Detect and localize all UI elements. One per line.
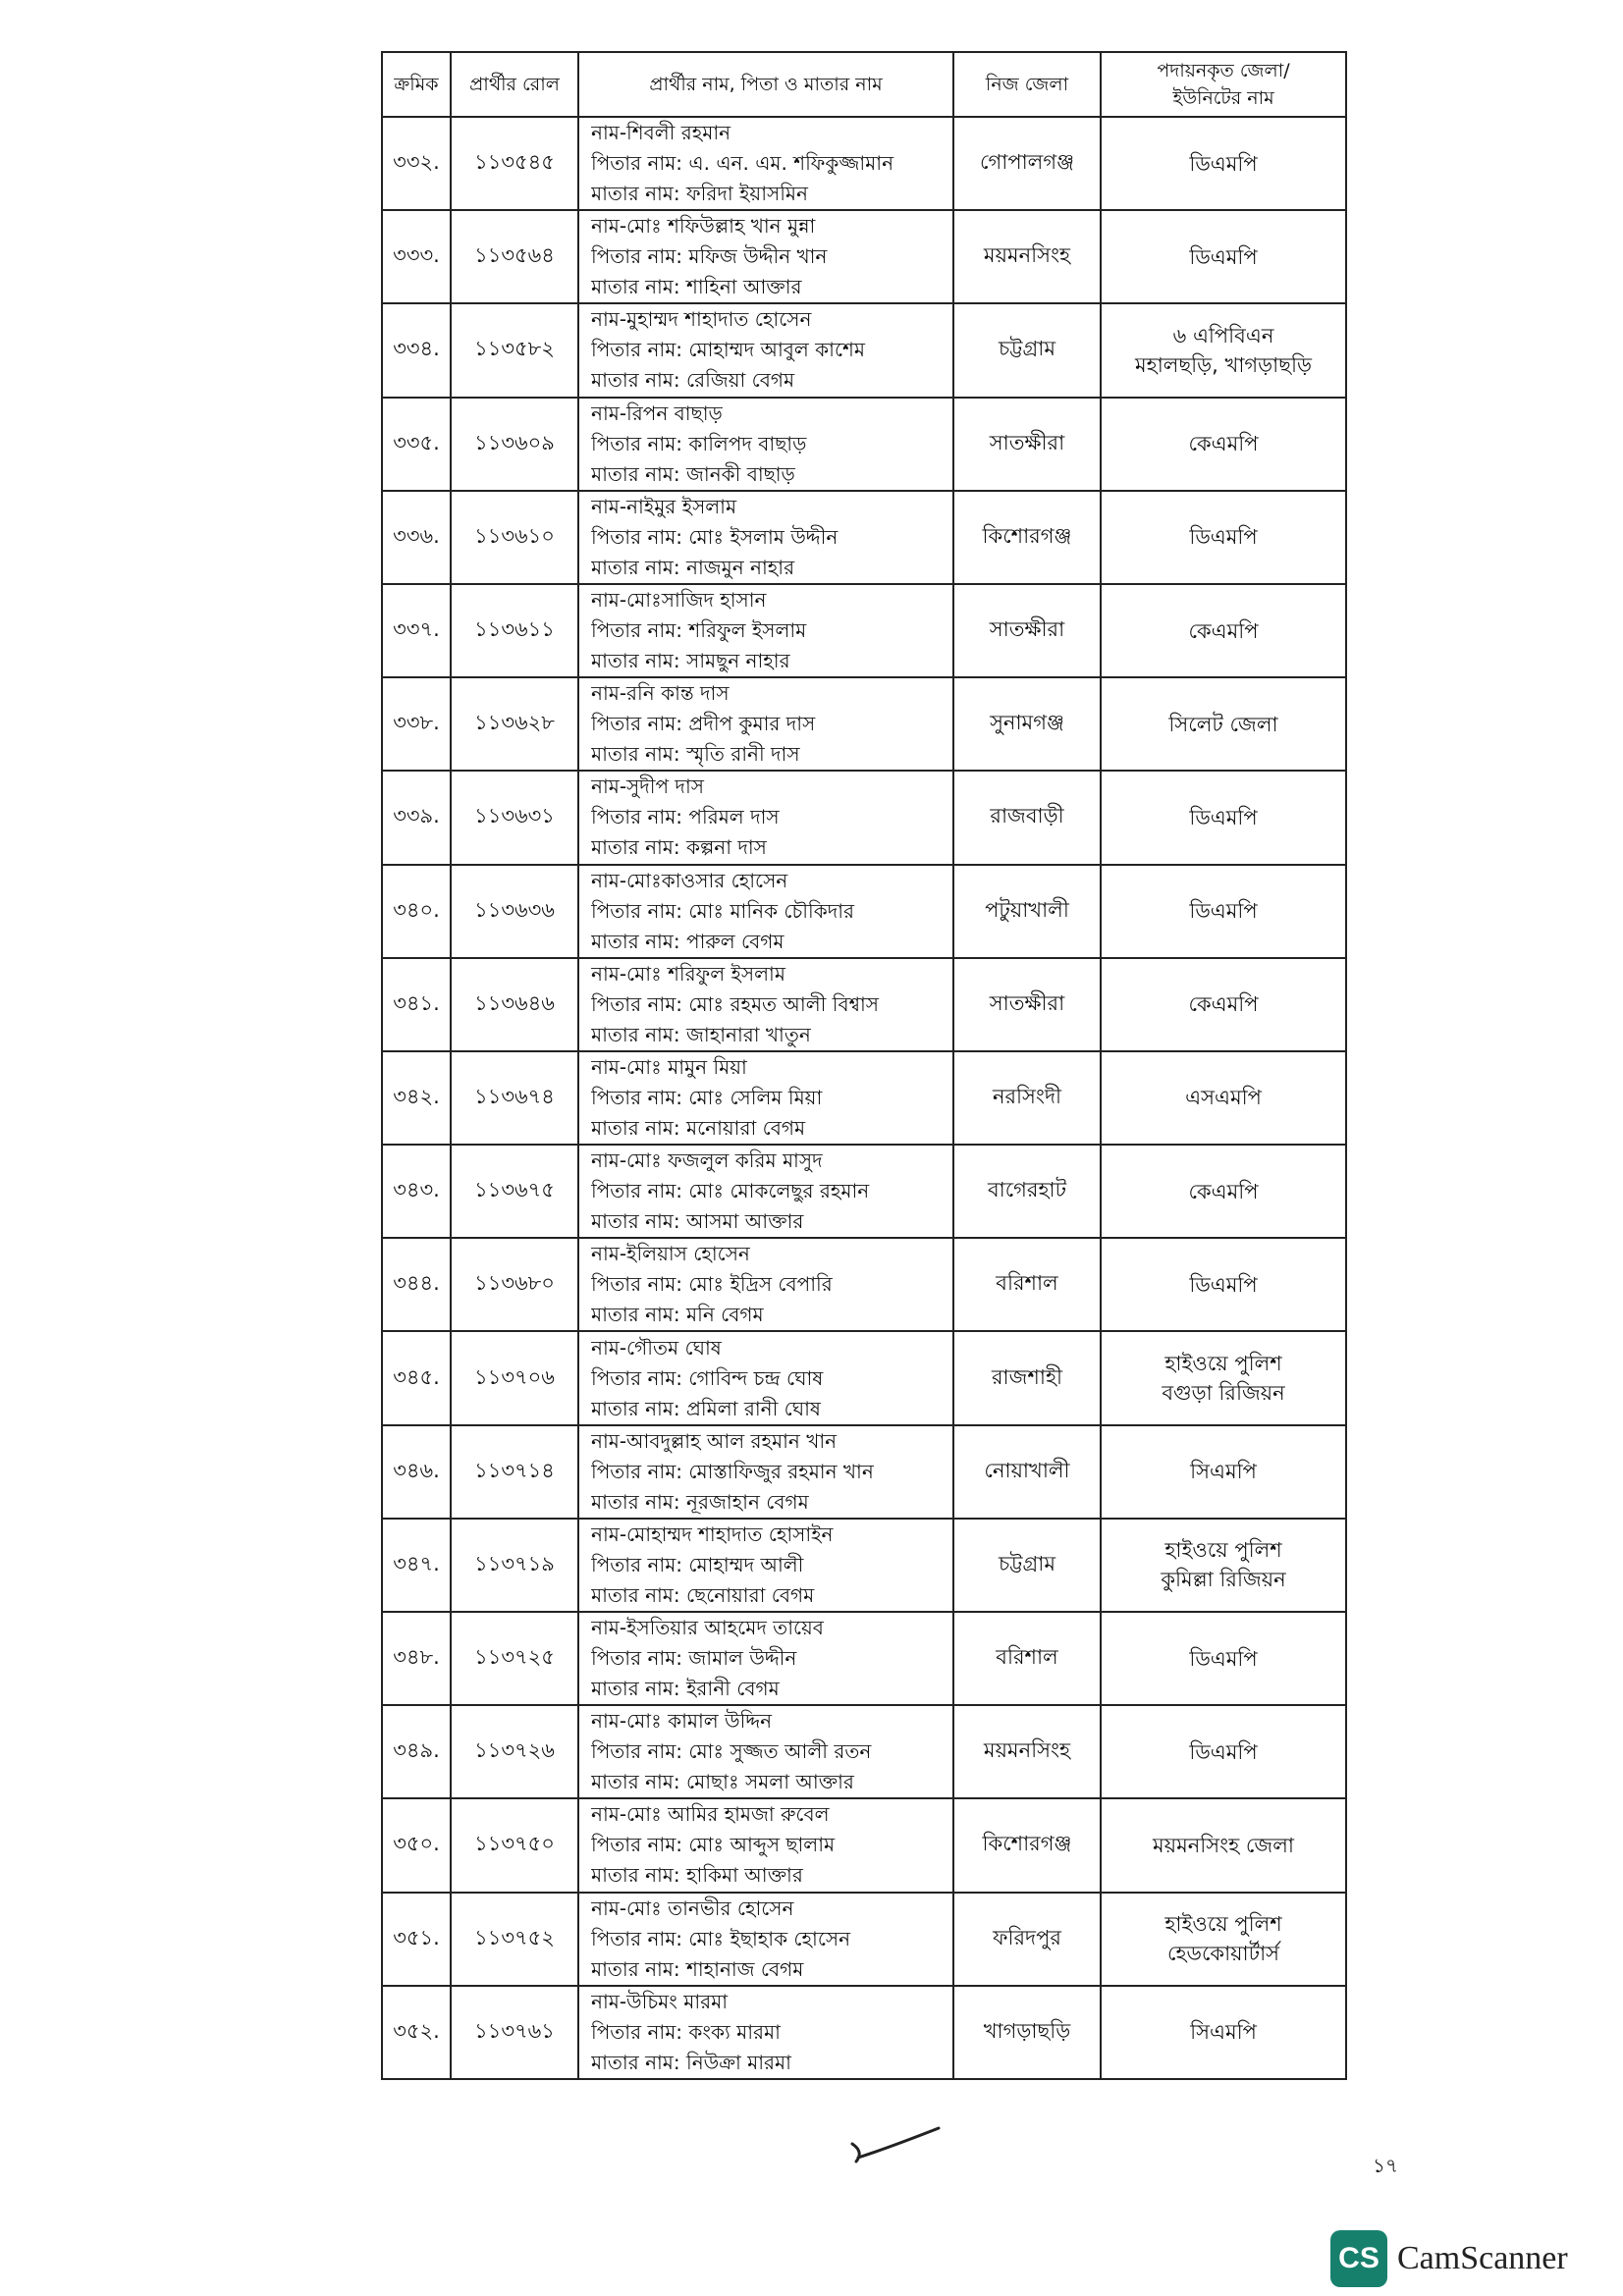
father-name: পিতার নাম: এ. এন. এম. শফিকুজ্জামান <box>591 151 894 176</box>
mother-name: মাতার নাম: জাহানারা খাতুন <box>591 1022 811 1046</box>
posting-line: ডিএমপি <box>1189 899 1258 924</box>
posting-line: কুমিল্লা রিজিয়ন <box>1161 1568 1286 1592</box>
mother-name: মাতার নাম: রেজিয়া বেগম <box>591 368 795 393</box>
posting-line: ডিএমপি <box>1189 1272 1258 1297</box>
posting-cell <box>1101 1145 1346 1238</box>
father-name: পিতার নাম: কালিপদ বাছাড় <box>591 431 807 455</box>
names-cell <box>578 1893 953 1986</box>
names-cell <box>578 1519 953 1612</box>
names-cell <box>578 491 953 584</box>
home-district-cell: ময়মনসিংহ <box>953 1705 1101 1798</box>
names-cell <box>578 117 953 210</box>
serial-cell: ৩৩৪. <box>382 303 451 397</box>
serial-cell: ৩৫২. <box>382 1986 451 2079</box>
candidate-table <box>381 51 1347 2080</box>
names-cell <box>578 1798 953 1892</box>
posting-cell <box>1101 1612 1346 1705</box>
posting-cell <box>1101 1519 1346 1612</box>
mother-name: মাতার নাম: আসমা আক্তার <box>591 1209 804 1234</box>
header-names: প্রার্থীর নাম, পিতা ও মাতার নাম <box>578 52 953 117</box>
posting-line: বগুড়া রিজিয়ন <box>1162 1381 1285 1406</box>
mother-name: মাতার নাম: ফরিদা ইয়াসমিন <box>591 182 808 206</box>
names-cell <box>578 210 953 303</box>
home-district-cell: সুনামগঞ্জ <box>953 677 1101 771</box>
mother-name: মাতার নাম: কল্পনা দাস <box>591 835 767 860</box>
posting-cell <box>1101 677 1346 771</box>
candidate-name: নাম-মোঃ ফজলুল করিম মাসুদ <box>591 1148 823 1173</box>
posting-line: মহালছড়ি, খাগড়াছড়ি <box>1135 352 1312 377</box>
table-row <box>382 1425 1346 1519</box>
posting-cell <box>1101 1986 1346 2079</box>
names-cell <box>578 1238 953 1331</box>
home-district-cell: চট্টগ্রাম <box>953 303 1101 397</box>
names-cell <box>578 865 953 958</box>
table-row <box>382 865 1346 958</box>
mother-name: মাতার নাম: ছেনোয়ারা বেগম <box>591 1582 815 1607</box>
roll-cell: ১১৩৬৩১ <box>451 771 578 864</box>
mother-name: মাতার নাম: শাহিনা আক্তার <box>591 275 802 299</box>
father-name: পিতার নাম: জামাল উদ্দীন <box>591 1646 797 1671</box>
serial-cell: ৩৩৫. <box>382 398 451 491</box>
candidate-name: নাম-সুদীপ দাস <box>591 774 704 799</box>
names-cell <box>578 1705 953 1798</box>
roll-cell: ১১৩৭৬১ <box>451 1986 578 2079</box>
mother-name: মাতার নাম: জানকী বাছাড় <box>591 461 795 486</box>
candidate-name: নাম-মোঃকাওসার হোসেন <box>591 868 788 892</box>
posting-line: কেএমপি <box>1188 1179 1259 1203</box>
father-name: পিতার নাম: মোঃ সেলিম মিয়া <box>591 1085 823 1109</box>
serial-cell: ৩৪৭. <box>382 1519 451 1612</box>
mother-name: মাতার নাম: সামছুন নাহার <box>591 649 790 673</box>
father-name: পিতার নাম: পরিমল দাস <box>591 805 780 829</box>
posting-line: হেডকোয়ার্টার্স <box>1166 1942 1280 1966</box>
candidate-name: নাম-মোঃ মামুন মিয়া <box>591 1054 747 1079</box>
posting-cell <box>1101 398 1346 491</box>
home-district-cell: রাজশাহী <box>953 1331 1101 1424</box>
names-cell <box>578 1145 953 1238</box>
serial-cell: ৩৩২. <box>382 117 451 210</box>
posting-line: হাইওয়ে পুলিশ <box>1164 1538 1282 1563</box>
home-district-cell: বাগেরহাট <box>953 1145 1101 1238</box>
roll-cell: ১১৩৫৪৫ <box>451 117 578 210</box>
home-district-cell: ফরিদপুর <box>953 1893 1101 1986</box>
roll-cell: ১১৩৬৭৪ <box>451 1051 578 1145</box>
serial-cell: ৩৪৪. <box>382 1238 451 1331</box>
roll-cell: ১১৩৬১০ <box>451 491 578 584</box>
roll-cell: ১১৩৭৫২ <box>451 1893 578 1986</box>
home-district-cell: ময়মনসিংহ <box>953 210 1101 303</box>
home-district-cell: বরিশাল <box>953 1238 1101 1331</box>
posting-line: ডিএমপি <box>1189 244 1258 269</box>
posting-line: কেএমপি <box>1188 618 1259 643</box>
serial-cell: ৩৫১. <box>382 1893 451 1986</box>
home-district-cell: রাজবাড়ী <box>953 771 1101 864</box>
candidate-name: নাম-মোহাম্মদ শাহাদাত হোসাইন <box>591 1522 834 1546</box>
mother-name: মাতার নাম: মোছাঃ সমলা আক্তার <box>591 1770 854 1794</box>
candidate-name: নাম-মোঃসাজিদ হাসান <box>591 588 767 613</box>
table-row <box>382 1051 1346 1145</box>
father-name: পিতার নাম: মোঃ রহমত আলী বিশ্বাস <box>591 991 880 1016</box>
serial-cell: ৩৪৩. <box>382 1145 451 1238</box>
mother-name: মাতার নাম: নিউক্রা মারমা <box>591 2050 791 2074</box>
names-cell <box>578 958 953 1051</box>
signature-mark <box>844 2122 943 2171</box>
father-name: পিতার নাম: মোঃ মোকলেছুর রহমান <box>591 1179 870 1203</box>
serial-cell: ৩৫০. <box>382 1798 451 1892</box>
mother-name: মাতার নাম: নাজমুন নাহার <box>591 555 795 579</box>
posting-cell <box>1101 584 1346 677</box>
posting-cell <box>1101 210 1346 303</box>
names-cell <box>578 1331 953 1424</box>
posting-line: ডিএমপি <box>1189 1646 1258 1671</box>
candidate-name: নাম-রনি কান্ত দাস <box>591 681 730 706</box>
posting-line: হাইওয়ে পুলিশ <box>1164 1912 1282 1937</box>
serial-cell: ৩৪৮. <box>382 1612 451 1705</box>
father-name: পিতার নাম: মোহাম্মদ আবুল কাশেম <box>591 338 865 362</box>
posting-line: ডিএমপি <box>1189 151 1258 176</box>
posting-cell <box>1101 1705 1346 1798</box>
posting-cell <box>1101 303 1346 397</box>
home-district-cell: সাতক্ষীরা <box>953 584 1101 677</box>
candidate-name: নাম-মোঃ কামাল উদ্দিন <box>591 1709 773 1734</box>
father-name: পিতার নাম: গোবিন্দ চন্দ্র ঘোষ <box>591 1365 824 1390</box>
names-cell <box>578 584 953 677</box>
table-row <box>382 958 1346 1051</box>
posting-cell <box>1101 1425 1346 1519</box>
home-district-cell: পটুয়াখালী <box>953 865 1101 958</box>
posting-line: ৬ এপিবিএন <box>1172 323 1274 347</box>
names-cell <box>578 677 953 771</box>
father-name: পিতার নাম: মোঃ আব্দুস ছালাম <box>591 1833 836 1857</box>
table-row <box>382 491 1346 584</box>
father-name: পিতার নাম: মোঃ সুজ্জত আলী রতন <box>591 1739 872 1764</box>
father-name: পিতার নাম: মোঃ ইদ্রিস বেপারি <box>591 1272 833 1297</box>
table-row <box>382 1893 1346 1986</box>
serial-cell: ৩৩৮. <box>382 677 451 771</box>
posting-cell <box>1101 1798 1346 1892</box>
serial-cell: ৩৩৯. <box>382 771 451 864</box>
table-row <box>382 771 1346 864</box>
posting-line: সিএমপি <box>1190 2020 1257 2045</box>
candidate-name: নাম-গৌতম ঘোষ <box>591 1335 722 1360</box>
posting-cell <box>1101 491 1346 584</box>
mother-name: মাতার নাম: ইরানী বেগম <box>591 1677 780 1701</box>
table-row <box>382 1238 1346 1331</box>
candidate-name: নাম-ইসতিয়ার আহমেদ তায়েব <box>591 1616 824 1640</box>
serial-cell: ৩৩৬. <box>382 491 451 584</box>
names-cell <box>578 398 953 491</box>
candidate-name: নাম-ইলিয়াস হোসেন <box>591 1242 750 1266</box>
posting-line: এসএমপি <box>1185 1086 1262 1110</box>
father-name: পিতার নাম: প্রদীপ কুমার দাস <box>591 712 816 736</box>
header-home-district: নিজ জেলা <box>953 52 1101 117</box>
table-row <box>382 677 1346 771</box>
roll-cell: ১১৩৭০৬ <box>451 1331 578 1424</box>
serial-cell: ৩৪২. <box>382 1051 451 1145</box>
camscanner-brand: CamScanner <box>1397 2240 1568 2276</box>
mother-name: মাতার নাম: শাহানাজ বেগম <box>591 1956 804 1981</box>
posting-line: সিলেট জেলা <box>1168 712 1278 736</box>
candidate-name: নাম-মোঃ আমির হামজা রুবেল <box>591 1802 830 1827</box>
posting-cell <box>1101 1331 1346 1424</box>
home-district-cell: গোপালগঞ্জ <box>953 117 1101 210</box>
header-posting-line1: পদায়নকৃত জেলা/ <box>1157 60 1290 81</box>
father-name: পিতার নাম: মোঃ ইছাহাক হোসেন <box>591 1926 851 1950</box>
mother-name: মাতার নাম: পারুল বেগম <box>591 929 784 953</box>
table-row <box>382 210 1346 303</box>
posting-cell <box>1101 117 1346 210</box>
serial-cell: ৩৪৫. <box>382 1331 451 1424</box>
posting-line: কেএমপি <box>1188 992 1259 1017</box>
table-row <box>382 1798 1346 1892</box>
posting-line: সিএমপি <box>1190 1460 1257 1484</box>
posting-cell <box>1101 1051 1346 1145</box>
serial-cell: ৩৪৯. <box>382 1705 451 1798</box>
roll-cell: ১১৩৭২৬ <box>451 1705 578 1798</box>
candidate-name: নাম-মোঃ তানভীর হোসেন <box>591 1896 794 1920</box>
roll-cell: ১১৩৭২৫ <box>451 1612 578 1705</box>
table-row <box>382 303 1346 397</box>
roll-cell: ১১৩৬৭৫ <box>451 1145 578 1238</box>
serial-cell: ৩৩৩. <box>382 210 451 303</box>
father-name: পিতার নাম: মোঃ মানিক চৌকিদার <box>591 898 855 923</box>
names-cell <box>578 1986 953 2079</box>
header-serial: ক্রমিক <box>382 52 451 117</box>
roll-cell: ১১৩৫৮২ <box>451 303 578 397</box>
names-cell <box>578 1425 953 1519</box>
header-roll: প্রার্থীর রোল <box>451 52 578 117</box>
mother-name: মাতার নাম: মনোয়ারা বেগম <box>591 1115 806 1140</box>
table-row <box>382 1612 1346 1705</box>
father-name: পিতার নাম: শরিফুল ইসলাম <box>591 618 807 643</box>
posting-cell <box>1101 1238 1346 1331</box>
serial-cell: ৩৪১. <box>382 958 451 1051</box>
roll-cell: ১১৩৫৬৪ <box>451 210 578 303</box>
father-name: পিতার নাম: মোঃ ইসলাম উদ্দীন <box>591 524 839 549</box>
posting-line: হাইওয়ে পুলিশ <box>1164 1352 1282 1376</box>
header-posting-line2: ইউনিটের নাম <box>1172 87 1274 109</box>
mother-name: মাতার নাম: প্রমিলা রানী ঘোষ <box>591 1396 821 1420</box>
table-row <box>382 1519 1346 1612</box>
father-name: পিতার নাম: কংক্য মারমা <box>591 2019 781 2044</box>
candidate-name: নাম-শিবলী রহমান <box>591 121 731 145</box>
home-district-cell: খাগড়াছড়ি <box>953 1986 1101 2079</box>
serial-cell: ৩৪০. <box>382 865 451 958</box>
page-number: ১৭ <box>1373 2154 1398 2177</box>
roll-cell: ১১৩৬৮০ <box>451 1238 578 1331</box>
candidate-name: নাম-মোঃ শফিউল্লাহ খান মুন্না <box>591 214 816 239</box>
home-district-cell: কিশোরগঞ্জ <box>953 1798 1101 1892</box>
header-row <box>382 52 1346 117</box>
roll-cell: ১১৩৭৫০ <box>451 1798 578 1892</box>
roll-cell: ১১৩৬৪৬ <box>451 958 578 1051</box>
posting-line: ময়মনসিংহ জেলা <box>1153 1833 1294 1857</box>
posting-cell <box>1101 865 1346 958</box>
home-district-cell: কিশোরগঞ্জ <box>953 491 1101 584</box>
table-row <box>382 117 1346 210</box>
candidate-name: নাম-আবদুল্লাহ আল রহমান খান <box>591 1428 838 1453</box>
names-cell <box>578 303 953 397</box>
header-posting <box>1101 52 1346 117</box>
mother-name: মাতার নাম: হাকিমা আক্তার <box>591 1863 803 1888</box>
mother-name: মাতার নাম: স্মৃতি রানী দাস <box>591 742 800 767</box>
serial-cell: ৩৩৭. <box>382 584 451 677</box>
roll-cell: ১১৩৭১৪ <box>451 1425 578 1519</box>
father-name: পিতার নাম: মফিজ উদ্দীন খান <box>591 244 828 269</box>
candidate-name: নাম-নাইমুর ইসলাম <box>591 494 737 518</box>
candidate-name: নাম-মোঃ শরিফুল ইসলাম <box>591 961 785 986</box>
table-row <box>382 1145 1346 1238</box>
posting-cell <box>1101 771 1346 864</box>
table-body <box>382 117 1346 2079</box>
posting-line: ডিএমপি <box>1189 805 1258 829</box>
table-row <box>382 584 1346 677</box>
posting-cell <box>1101 958 1346 1051</box>
home-district-cell: বরিশাল <box>953 1612 1101 1705</box>
home-district-cell: সাতক্ষীরা <box>953 958 1101 1051</box>
home-district-cell: নোয়াখালী <box>953 1425 1101 1519</box>
posting-cell <box>1101 1893 1346 1986</box>
names-cell <box>578 771 953 864</box>
names-cell <box>578 1051 953 1145</box>
father-name: পিতার নাম: মোহাম্মদ আলী <box>591 1552 804 1576</box>
home-district-cell: নরসিংদী <box>953 1051 1101 1145</box>
mother-name: মাতার নাম: মনি বেগম <box>591 1303 764 1327</box>
roll-cell: ১১৩৭১৯ <box>451 1519 578 1612</box>
names-cell <box>578 1612 953 1705</box>
candidate-name: নাম-মুহাম্মদ শাহাদাত হোসেন <box>591 307 812 332</box>
posting-line: ডিএমপি <box>1189 1739 1258 1764</box>
roll-cell: ১১৩৬১১ <box>451 584 578 677</box>
roll-cell: ১১৩৬২৮ <box>451 677 578 771</box>
roll-cell: ১১৩৬০৯ <box>451 398 578 491</box>
candidate-name: নাম-রিপন বাছাড় <box>591 400 723 425</box>
camscanner-watermark <box>1330 2230 1568 2287</box>
posting-line: কেএমপি <box>1188 432 1259 456</box>
home-district-cell: সাতক্ষীরা <box>953 398 1101 491</box>
serial-cell: ৩৪৬. <box>382 1425 451 1519</box>
table-row <box>382 1331 1346 1424</box>
roll-cell: ১১৩৬৩৬ <box>451 865 578 958</box>
posting-line: ডিএমপি <box>1189 525 1258 550</box>
home-district-cell: চট্টগ্রাম <box>953 1519 1101 1612</box>
camscanner-logo-icon: CS <box>1330 2230 1387 2287</box>
father-name: পিতার নাম: মোস্তাফিজুর রহমান খান <box>591 1459 874 1483</box>
table-row <box>382 1705 1346 1798</box>
mother-name: মাতার নাম: নূরজাহান বেগম <box>591 1489 809 1514</box>
table-row <box>382 1986 1346 2079</box>
candidate-name: নাম-উচিমং মারমা <box>591 1989 729 2013</box>
table-row <box>382 398 1346 491</box>
